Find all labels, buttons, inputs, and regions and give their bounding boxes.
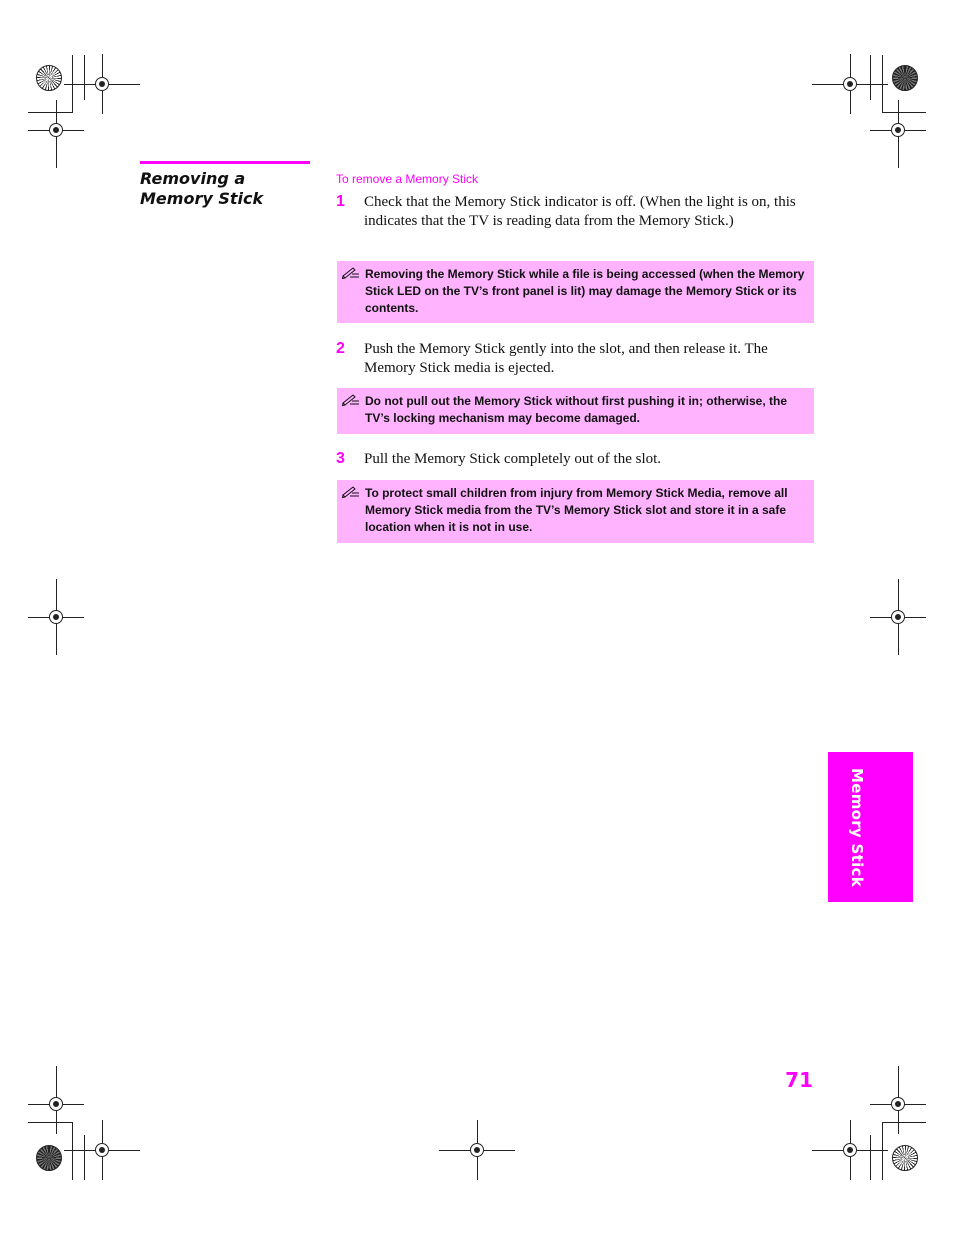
step-3 bbox=[336, 450, 806, 472]
step-2 bbox=[336, 340, 806, 380]
section-title-line: Removing a bbox=[140, 169, 246, 188]
crop-mark bbox=[28, 112, 72, 113]
crop-mark bbox=[870, 1135, 871, 1180]
pencil-note-icon bbox=[342, 484, 360, 498]
note-text: Removing the Memory Stick while a file is being accessed (when the Memory Stick LED on the TV’s front panel is lit) may damage the Memory Stick or its contents. bbox=[365, 267, 805, 315]
page-number: 71 bbox=[785, 1068, 813, 1092]
crop-mark bbox=[28, 1122, 72, 1123]
step-number: 1 bbox=[336, 193, 345, 210]
step-text: Check that the Memory Stick indicator is off. (When the light is on, this indicates that the TV is reading data from the Memory Stick.) bbox=[364, 194, 796, 229]
step-number: 2 bbox=[336, 340, 345, 357]
step-text: Pull the Memory Stick completely out of the slot. bbox=[364, 451, 662, 467]
section-title bbox=[140, 169, 310, 209]
crop-mark bbox=[84, 55, 85, 100]
crop-mark bbox=[72, 1122, 73, 1180]
section-side-tab bbox=[828, 752, 913, 902]
pencil-note-icon bbox=[342, 392, 360, 406]
note-text: To protect small children from injury from Memory Stick Media, remove all Memory Stick media from the TV’s Memory Stick slot and store it in a safe location when it is not in use. bbox=[365, 486, 788, 534]
subheading: To remove a Memory Stick bbox=[336, 172, 479, 186]
crop-mark bbox=[882, 112, 926, 113]
note-box bbox=[337, 480, 814, 543]
step-number: 3 bbox=[336, 450, 345, 467]
registration-rosette-icon bbox=[892, 1145, 918, 1171]
note-box bbox=[337, 388, 814, 434]
side-tab-label: Memory Stick bbox=[848, 768, 866, 888]
section-title-line: Memory Stick bbox=[140, 189, 264, 208]
section-rule bbox=[140, 161, 310, 164]
registration-rosette-icon bbox=[892, 65, 918, 91]
registration-rosette-icon bbox=[36, 65, 62, 91]
registration-rosette-icon bbox=[36, 1145, 62, 1171]
note-box bbox=[337, 261, 814, 323]
step-text: Push the Memory Stick gently into the slot, and then release it. The Memory Stick media is ejected. bbox=[364, 341, 768, 376]
crop-mark bbox=[870, 55, 871, 100]
crop-mark bbox=[882, 1122, 926, 1123]
crop-mark bbox=[882, 1122, 883, 1180]
note-text: Do not pull out the Memory Stick without first pushing it in; otherwise, the TV’s locking mechanism may become damaged. bbox=[365, 394, 787, 425]
crop-mark bbox=[84, 1135, 85, 1180]
pencil-note-icon bbox=[342, 265, 360, 279]
step-1 bbox=[336, 193, 806, 251]
